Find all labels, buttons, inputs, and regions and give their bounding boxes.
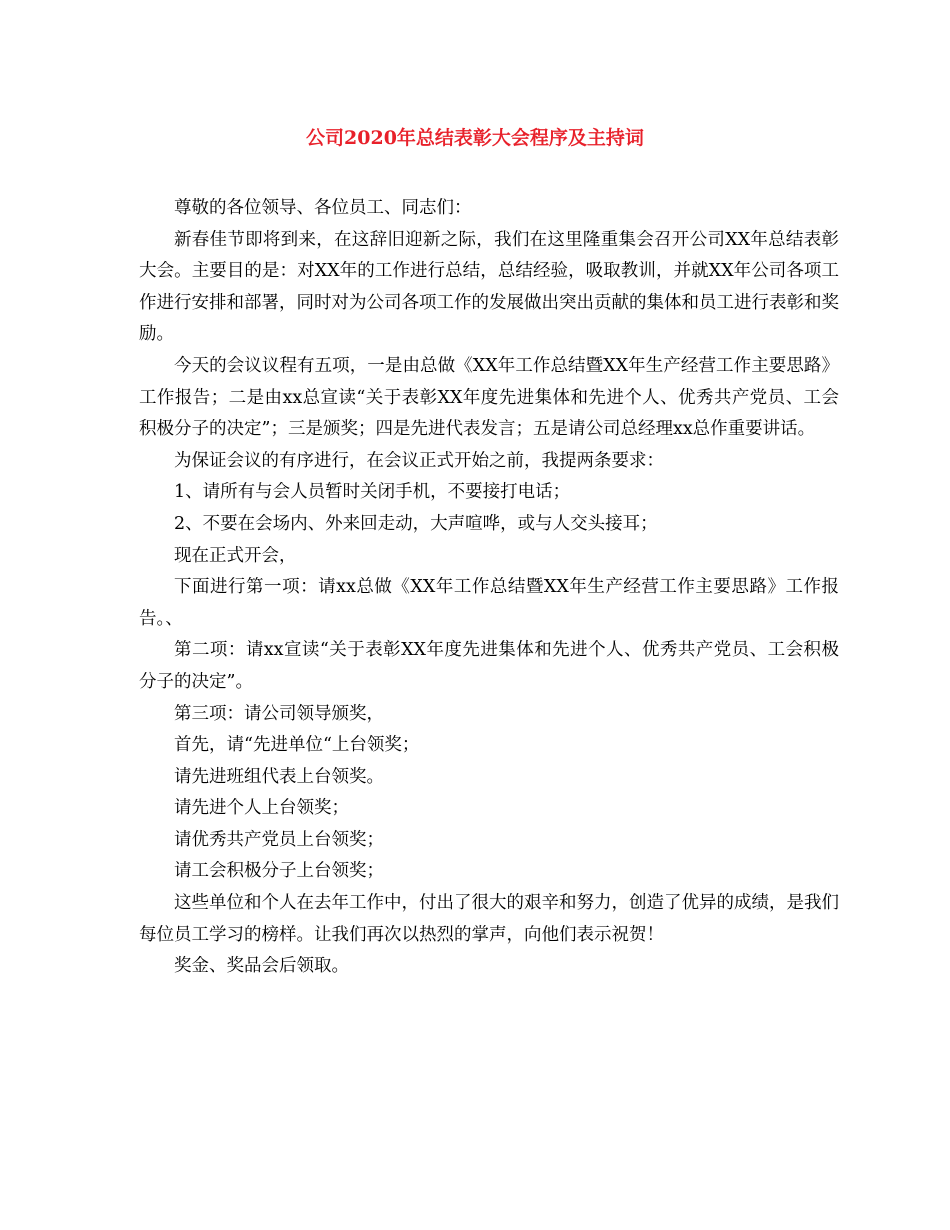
paragraph-item-1: 下面进行第一项：请xx总做《XX年工作总结暨XX年生产经营工作主要思路》工作报告。、 — [139, 577, 839, 629]
paragraph-prizes: 奖金、奖品会后领取。 — [174, 956, 349, 977]
paragraph-item-2: 第二项：请xx宣读“关于表彰XX年度先进集体和先进个人、优秀共产党员、工会积极分子的决定”。 — [139, 640, 839, 692]
document-body — [139, 193, 839, 983]
paragraph-requirement-2: 2、不要在会场内、外来回走动，大声喧哗，或与人交头接耳； — [174, 513, 658, 534]
paragraph-award-party-members: 请优秀共产党员上台领奖； — [174, 829, 384, 850]
paragraph-award-teams: 请先进班组代表上台领奖。 — [174, 766, 384, 787]
document-title: 公司2020年总结表彰大会程序及主持词 — [306, 127, 644, 149]
paragraph-award-individuals: 请先进个人上台领奖； — [174, 798, 349, 819]
paragraph-requirement-1: 1、请所有与会人员暂时关闭手机，不要接打电话； — [174, 482, 571, 503]
paragraph-award-union-activists: 请工会积极分子上台领奖； — [174, 861, 384, 882]
paragraph-opening: 新春佳节即将到来，在这辞旧迎新之际，我们在这里隆重集会召开公司XX年总结表彰大会。主要目的是：对XX年的工作进行总结，总结经验，吸取教训，并就XX年公司各项工作进行安排和部署，同时对为公司各项工作的发展做出突出贡献的集体和员工进行表彰和奖励。 — [139, 229, 839, 345]
paragraph-congratulations: 这些单位和个人在去年工作中，付出了很大的艰辛和努力，创造了优异的成绩，是我们每位员工学习的榜样。让我们再次以热烈的掌声，向他们表示祝贺！ — [139, 893, 839, 945]
paragraph-agenda: 今天的会议议程有五项，一是由总做《XX年工作总结暨XX年生产经营工作主要思路》工作报告；二是由xx总宣读“关于表彰XX年度先进集体和先进个人、优秀共产党员、工会积极分子的决定”；三是颁奖；四是先进代表发言；五是请公司总经理xx总作重要讲话。 — [139, 355, 839, 440]
paragraph-item-3: 第三项：请公司领导颁奖， — [174, 703, 384, 724]
paragraph-greeting: 尊敬的各位领导、各位员工、同志们： — [174, 198, 472, 218]
paragraph-meeting-start: 现在正式开会， — [174, 545, 297, 566]
paragraph-award-units: 首先，请“先进单位“上台领奖； — [174, 735, 420, 756]
paragraph-requirements-intro: 为保证会议的有序进行，在会议正式开始之前，我提两条要求： — [174, 450, 664, 471]
